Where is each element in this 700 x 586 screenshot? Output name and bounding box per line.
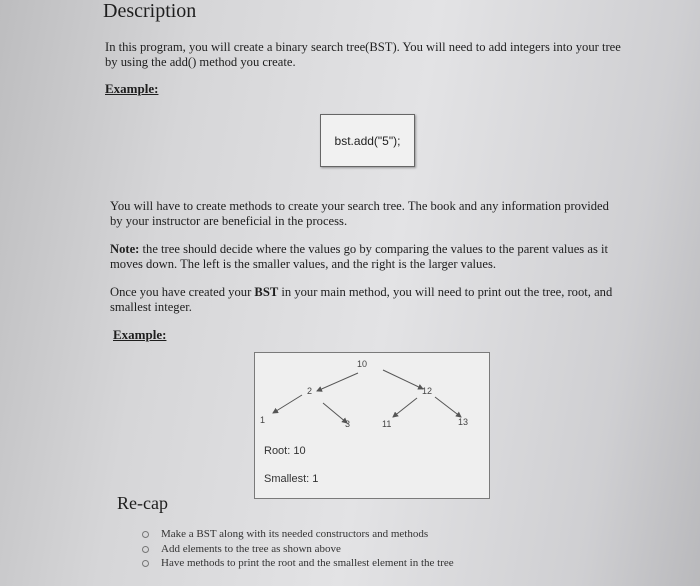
print-text-before: Once you have created your xyxy=(110,285,255,299)
recap-list xyxy=(140,527,454,571)
root-label: Root: 10 xyxy=(264,445,306,457)
example-label: Example: xyxy=(105,81,159,96)
tree-node-12: 12 xyxy=(422,386,433,396)
methods-paragraph: You will have to create methods to create your search tree. The book and any information provided by your instructor are beneficial in the process. xyxy=(110,199,609,228)
print-paragraph xyxy=(110,285,630,315)
smallest-label: Smallest: 1 xyxy=(264,473,319,485)
page-title: Description xyxy=(103,0,197,22)
example-label-2: Example: xyxy=(113,327,167,342)
note-paragraph xyxy=(110,242,630,272)
note-label: Note: xyxy=(110,242,140,256)
tree-node-2: 2 xyxy=(307,386,313,396)
tree-node-3: 3 xyxy=(345,419,351,429)
code-example-text: bst.add("5"); xyxy=(334,133,401,148)
recap-item: Have methods to print the root and the smallest element in the tree xyxy=(140,556,454,571)
tree-node-13: 13 xyxy=(458,417,469,427)
recap-item: Make a BST along with its needed constructors and methods xyxy=(140,527,454,542)
code-example-box xyxy=(320,114,415,167)
edge-10-2 xyxy=(317,373,358,391)
tree-node-10: 10 xyxy=(357,359,368,369)
recap-heading: Re-cap xyxy=(117,493,168,513)
edge-12-11 xyxy=(393,398,417,417)
intro-paragraph: In this program, you will create a binary search tree(BST). You will need to add integers into your tree by using the add() method you create. xyxy=(105,40,621,69)
note-text: the tree should decide where the values go by comparing the values to the parent values as it moves down. The left is the smaller values, and the right is the larger values. xyxy=(110,242,608,271)
edge-10-12 xyxy=(383,370,423,389)
bst-diagram xyxy=(254,352,490,499)
print-text-after: in your main method, you will need to print out the tree, root, and smallest integer. xyxy=(110,285,613,314)
tree-node-1: 1 xyxy=(260,415,266,425)
bst-bold: BST xyxy=(254,285,279,299)
edge-2-3 xyxy=(323,403,347,423)
edge-2-1 xyxy=(273,395,302,413)
edge-12-13 xyxy=(435,397,461,417)
recap-item: Add elements to the tree as shown above xyxy=(140,542,454,557)
tree-node-11: 11 xyxy=(382,419,392,429)
